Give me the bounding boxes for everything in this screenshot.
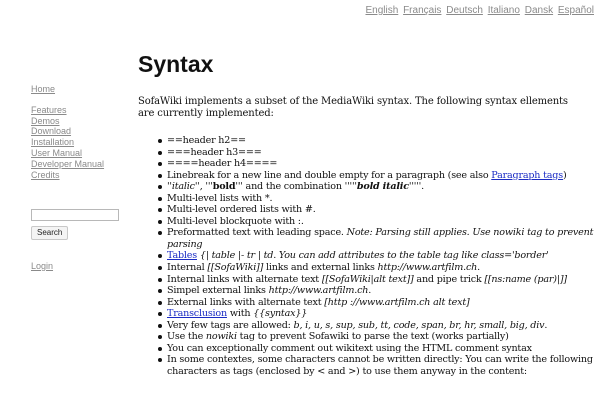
list-item <box>167 308 600 320</box>
list-item-text: Linebreak for a new line and double empty for a paragraph (see also <box>167 169 492 181</box>
list-item <box>167 331 600 343</box>
sidebar-item-installation[interactable]: Installation <box>31 137 75 148</box>
italic-example: ''italic'' <box>167 181 200 193</box>
external-url: http://www.artfilm.ch <box>377 262 478 274</box>
lang-francais-link[interactable]: Français <box>403 5 442 16</box>
list-item-text: Very few tags are allowed: <box>167 319 294 331</box>
list-item-text: with <box>226 308 254 320</box>
syntax-list <box>138 135 600 377</box>
list-item <box>167 354 600 377</box>
simple-url: http://www.artfilm.ch <box>268 285 369 297</box>
list-item-text: tag to prevent Sofawiki to parse the text (works partially) <box>236 331 509 343</box>
list-item <box>167 227 600 250</box>
list-item-text: ''' and the combination ''''' <box>235 181 357 193</box>
list-item <box>167 204 600 216</box>
list-item <box>167 158 600 170</box>
list-item <box>167 250 600 262</box>
external-alt-syntax: [http ://www.artfilm.ch alt text] <box>324 296 470 308</box>
allowed-tags: b, i, u, s, sup, sub, tt, code, span, br, hr, small, big, div <box>293 319 545 331</box>
list-item-text: '''''. <box>408 181 424 193</box>
lang-english-link[interactable]: English <box>365 5 399 16</box>
list-item-text: Internal links with alternate text <box>167 273 322 285</box>
tables-link[interactable]: Tables <box>167 250 197 262</box>
list-item-text: Multi-level ordered lists with #. <box>167 204 316 216</box>
lang-deutsch-link[interactable]: Deutsch <box>446 5 483 16</box>
nowiki-tag: nowiki <box>205 331 237 343</box>
transclusion-link[interactable]: Transclusion <box>167 308 227 320</box>
login-link[interactable]: Login <box>31 261 54 271</box>
list-item-text: External links with alternate text <box>167 296 325 308</box>
list-item-text: Internal <box>167 262 208 274</box>
bold-italic-example: bold italic <box>356 181 409 193</box>
list-item <box>167 343 600 355</box>
lang-dansk-link[interactable]: Dansk <box>524 5 554 16</box>
paragraph-tags-link[interactable]: Paragraph tags <box>491 169 563 181</box>
list-item-text: . <box>368 285 372 297</box>
list-item-text: ==header h2== <box>167 135 246 146</box>
list-item <box>167 193 600 205</box>
lang-espanol-link[interactable]: Español <box>557 5 594 16</box>
list-item-text: links and external links <box>263 262 378 274</box>
alt-text-syntax: [[SofaWiki|alt text]] <box>321 273 414 285</box>
pre-note: Note: Parsing still applies. Use nowiki tag to prevent parsing <box>167 227 594 250</box>
sidebar-item-home[interactable]: Home <box>31 84 56 94</box>
list-item-text: Simpel external links <box>167 285 269 297</box>
lang-italiano-link[interactable]: Italiano <box>487 5 520 16</box>
sidebar-item-demos[interactable]: Demos <box>31 115 60 126</box>
list-item-text: ====header h4==== <box>167 158 278 170</box>
list-item <box>167 147 600 159</box>
sidebar-item-developer-manual[interactable]: Developer Manual <box>31 158 105 169</box>
search-button[interactable]: Search <box>31 226 68 240</box>
list-item <box>167 216 600 228</box>
transclusion-syntax: {{syntax}} <box>253 308 308 320</box>
list-item-text: . <box>477 262 481 274</box>
intro-paragraph: SofaWiki implements a subset of the MediaWiki syntax. The following syntax ellements are currently implemented: <box>138 96 568 120</box>
tables-syntax: {| table |- tr | td. You can add attributes to the table tag like class='border' <box>196 250 549 262</box>
list-item <box>167 285 600 297</box>
sidebar-item-user-manual[interactable]: User Manual <box>31 147 83 158</box>
list-item-text: Multi-level blockquote with :. <box>167 215 304 227</box>
sidebar-item-credits[interactable]: Credits <box>31 169 60 180</box>
internal-link-syntax: [[SofaWiki]] <box>207 262 264 274</box>
page-title: Syntax <box>138 51 214 77</box>
list-item <box>167 274 600 286</box>
sidebar-spacer <box>31 95 131 105</box>
list-item-text: Preformatted text with leading space. <box>167 227 347 239</box>
language-bar <box>363 5 594 17</box>
search-input[interactable] <box>31 209 119 221</box>
pipe-trick-syntax: [[ns:name (par)|]] <box>484 273 567 285</box>
list-item-text: ) <box>562 169 567 181</box>
list-item-text: You can exceptionally comment out wikitext using the HTML comment syntax <box>167 342 532 354</box>
list-item <box>167 135 600 147</box>
list-item-text: , ''' <box>199 181 213 193</box>
sidebar-item-features[interactable]: Features <box>31 104 67 115</box>
list-item-text: Multi-level lists with *. <box>167 192 273 204</box>
list-item <box>167 170 600 182</box>
list-item-text: . <box>544 319 548 331</box>
sidebar-item-download[interactable]: Download <box>31 126 72 137</box>
list-item-text: ===header h3=== <box>167 146 262 158</box>
bold-example: bold <box>212 181 236 193</box>
list-item <box>167 262 600 274</box>
list-item <box>167 297 600 309</box>
list-item-text: Use the <box>167 331 206 343</box>
list-item <box>167 320 600 332</box>
sidebar-nav <box>31 84 131 180</box>
list-item-text: In some contextes, some characters cannot be written directly: You can write the following characters as tags (enclosed by < and >) to use them anyway in the content: <box>167 354 593 377</box>
list-item-text: and pipe trick <box>413 273 485 285</box>
list-item <box>167 181 600 193</box>
